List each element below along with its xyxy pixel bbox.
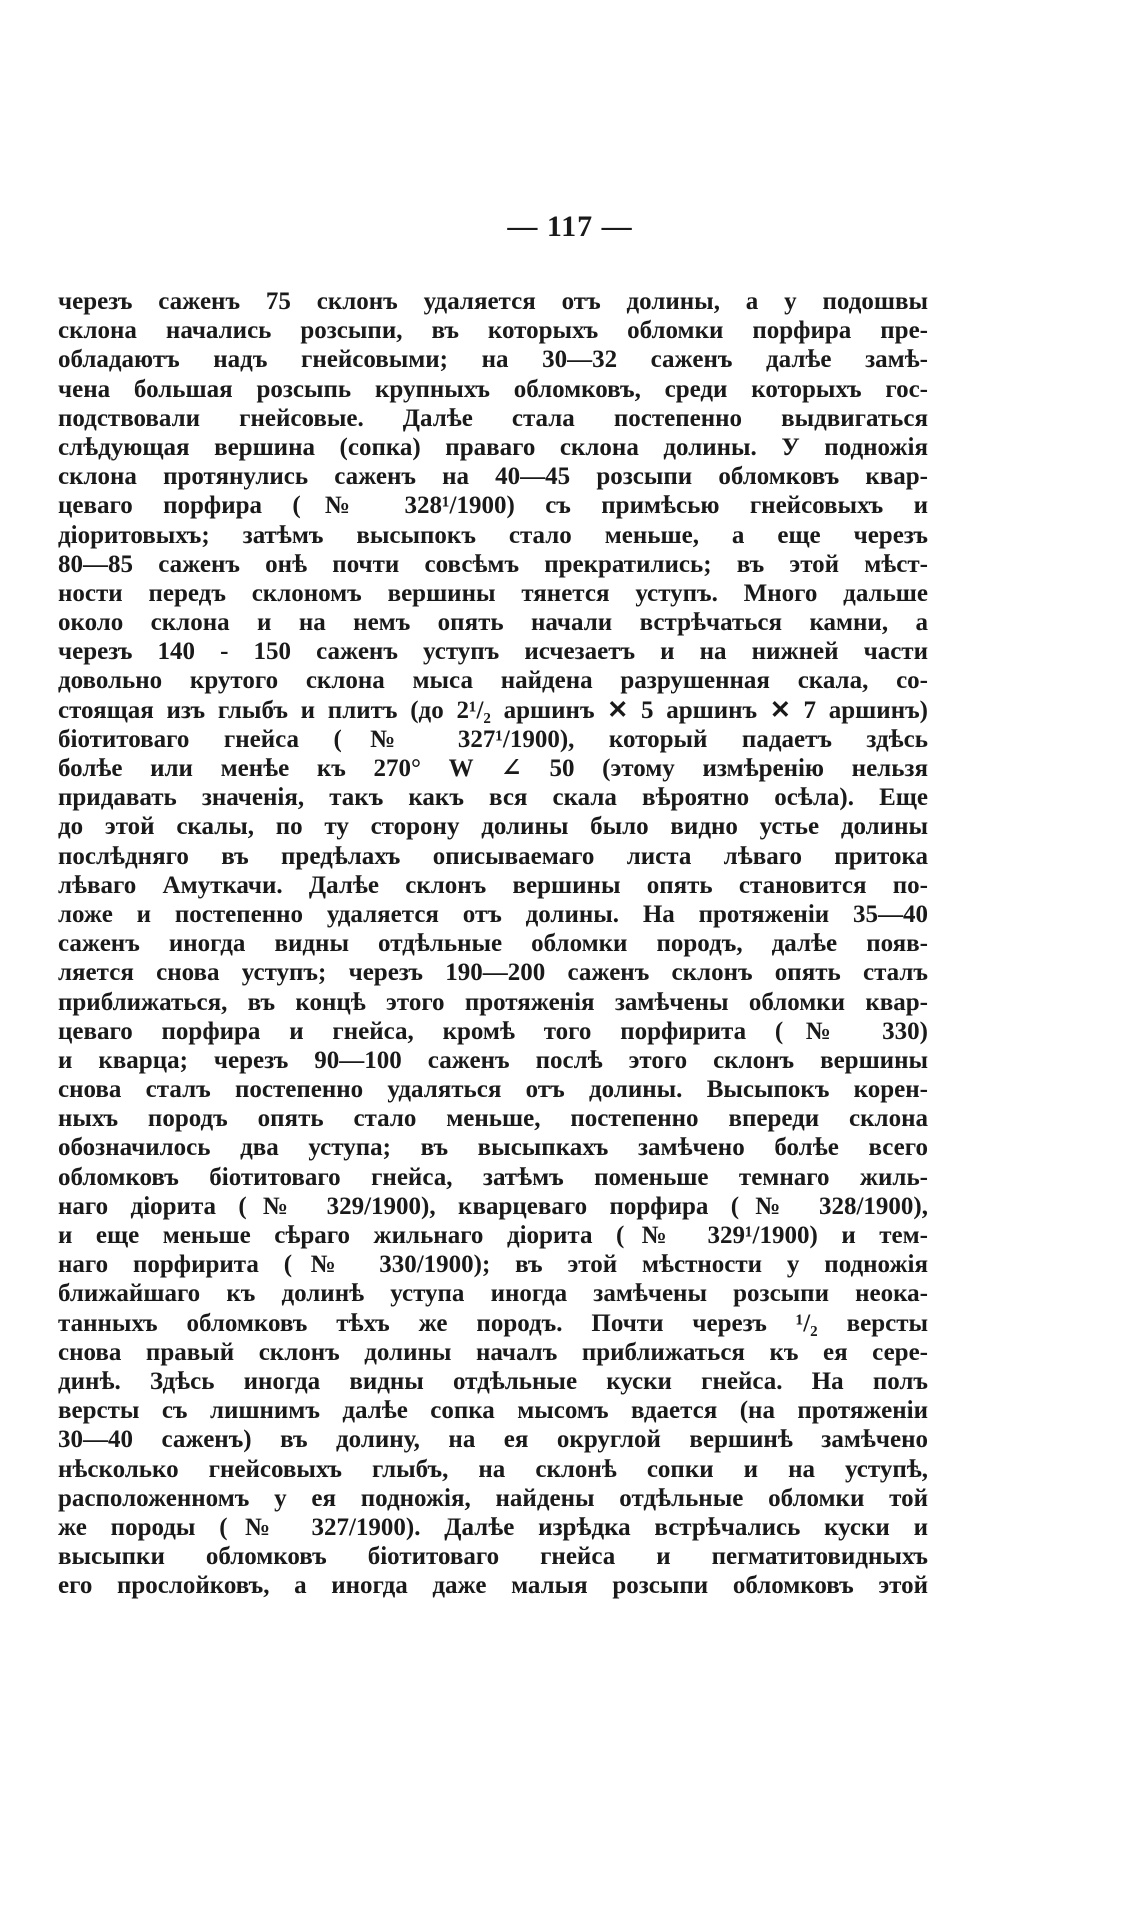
- text-line: его прослойковъ, а иногда даже малыя розсыпи обломковъ этой: [58, 1572, 928, 1600]
- text-line: приближаться, въ концѣ этого протяженія замѣчены обломки квар-: [58, 988, 928, 1016]
- text-line: снова правый склонъ долины началъ приближаться къ ея сере-: [58, 1338, 928, 1366]
- text-line: расположенномъ у ея подножія, найдены отдѣльные обломки той: [58, 1484, 928, 1512]
- text-line: до этой скалы, по ту сторону долины было видно устье долины: [58, 813, 928, 841]
- text-line: 30—40 саженъ) въ долину, на ея округлой вершинѣ замѣчено: [58, 1426, 928, 1454]
- text-line: придавать значенія, такъ какъ вся скала вѣроятно осѣла). Еще: [58, 784, 928, 812]
- text-line: склона протянулись саженъ на 40—45 розсыпи обломковъ квар-: [58, 463, 928, 491]
- text-line: ложе и постепенно удаляется отъ долины. На протяженіи 35—40: [58, 900, 928, 928]
- text-line: динѣ. Здѣсь иногда видны отдѣльные куски гнейса. На полъ: [58, 1367, 928, 1395]
- text-line: высыпки обломковъ біотитоваго гнейса и пегматитовидныхъ: [58, 1543, 928, 1571]
- text-line: обозначилось два уступа; въ высыпкахъ замѣчено болѣе всего: [58, 1134, 928, 1162]
- text-line: болѣе или менѣе къ 270° W ∠ 50 (этому измѣренію нельзя: [58, 755, 928, 782]
- text-line: черезъ 140 - 150 саженъ уступъ исчезаетъ и на нижней части: [58, 638, 928, 666]
- text-line: же породы (№ 327/1900). Далѣе изрѣдка встрѣчались куски и: [58, 1513, 928, 1541]
- text-line: біотитоваго гнейса (№ 327¹/1900), который падаетъ здѣсь: [58, 725, 928, 753]
- text-line: черезъ саженъ 75 склонъ удаляется отъ долины, а у подошвы: [58, 288, 928, 315]
- text-line: снова сталъ постепенно удаляться отъ долины. Высыпокъ корен-: [58, 1076, 928, 1104]
- text-line: 80—85 саженъ онѣ почти совсѣмъ прекратились; въ этой мѣст-: [58, 550, 928, 578]
- text-line: подствовали гнейсовые. Далѣе стала постепенно выдвигаться: [58, 404, 928, 432]
- text-line: склона начались розсыпи, въ которыхъ обломки порфира пре-: [58, 317, 928, 345]
- text-line: около склона и на немъ опять начали встрѣчаться камни, а: [58, 609, 928, 637]
- text-line: наго порфирита (№ 330/1900); въ этой мѣстности у подножія: [58, 1251, 928, 1279]
- text-line: послѣдняго въ предѣлахъ описываемаго листа лѣваго притока: [58, 842, 928, 870]
- text-line: слѣдующая вершина (сопка) праваго склона долины. У подножія: [58, 433, 928, 461]
- text-line: лѣваго Амуткачи. Далѣе склонъ вершины опять становится по-: [58, 871, 928, 899]
- text-line: нѣсколько гнейсовыхъ глыбъ, на склонѣ сопки и на уступѣ,: [58, 1455, 928, 1483]
- text-line: ближайшаго къ долинѣ уступа иногда замѣчены розсыпи неока-: [58, 1280, 928, 1308]
- text-line: и еще меньше сѣраго жильнаго діорита (№ 329¹/1900) и тем-: [58, 1222, 928, 1249]
- text-line: ляется снова уступъ; черезъ 190—200 саженъ склонъ опять сталъ: [58, 959, 928, 987]
- page-number: — 117 —: [507, 210, 633, 243]
- text-line: версты съ лишнимъ далѣе сопка мысомъ вдается (на протяженіи: [58, 1397, 928, 1425]
- text-line: и кварца; черезъ 90—100 саженъ послѣ этого склонъ вершины: [58, 1046, 928, 1074]
- text-line: ности передъ склономъ вершины тянется уступъ. Много дальше: [58, 579, 928, 607]
- text-line: цеваго порфира (№ 328¹/1900) съ примѣсью гнейсовыхъ и: [58, 492, 928, 520]
- text-line: стоящая изъ глыбъ и плитъ (до 2¹/₂ аршинъ ✕ 5 аршинъ ✕ 7 аршинъ): [58, 696, 928, 724]
- text-line: саженъ иногда видны отдѣльные обломки породъ, далѣе появ-: [58, 930, 928, 958]
- text-line: обладаютъ надъ гнейсовыми; на 30—32 саженъ далѣе замѣ-: [58, 346, 928, 374]
- body-text: [58, 287, 928, 1600]
- text-line: обломковъ біотитоваго гнейса, затѣмъ поменьше темнаго жиль-: [58, 1163, 928, 1191]
- text-line: чена большая розсыпь крупныхъ обломковъ, среди которыхъ гос-: [58, 375, 928, 403]
- text-line: ныхъ породъ опять стало меньше, постепенно впереди склона: [58, 1105, 928, 1133]
- text-line: діоритовыхъ; затѣмъ высыпокъ стало меньше, а еще черезъ: [58, 521, 928, 549]
- text-line: довольно крутого склона мыса найдена разрушенная скала, со-: [58, 667, 928, 695]
- text-line: танныхъ обломковъ тѣхъ же породъ. Почти черезъ ¹/₂ версты: [58, 1309, 928, 1337]
- text-line: цеваго порфира и гнейса, кромѣ того порфирита (№ 330): [58, 1017, 928, 1045]
- text-line: наго діорита (№ 329/1900), кварцеваго порфира (№ 328/1900),: [58, 1192, 928, 1220]
